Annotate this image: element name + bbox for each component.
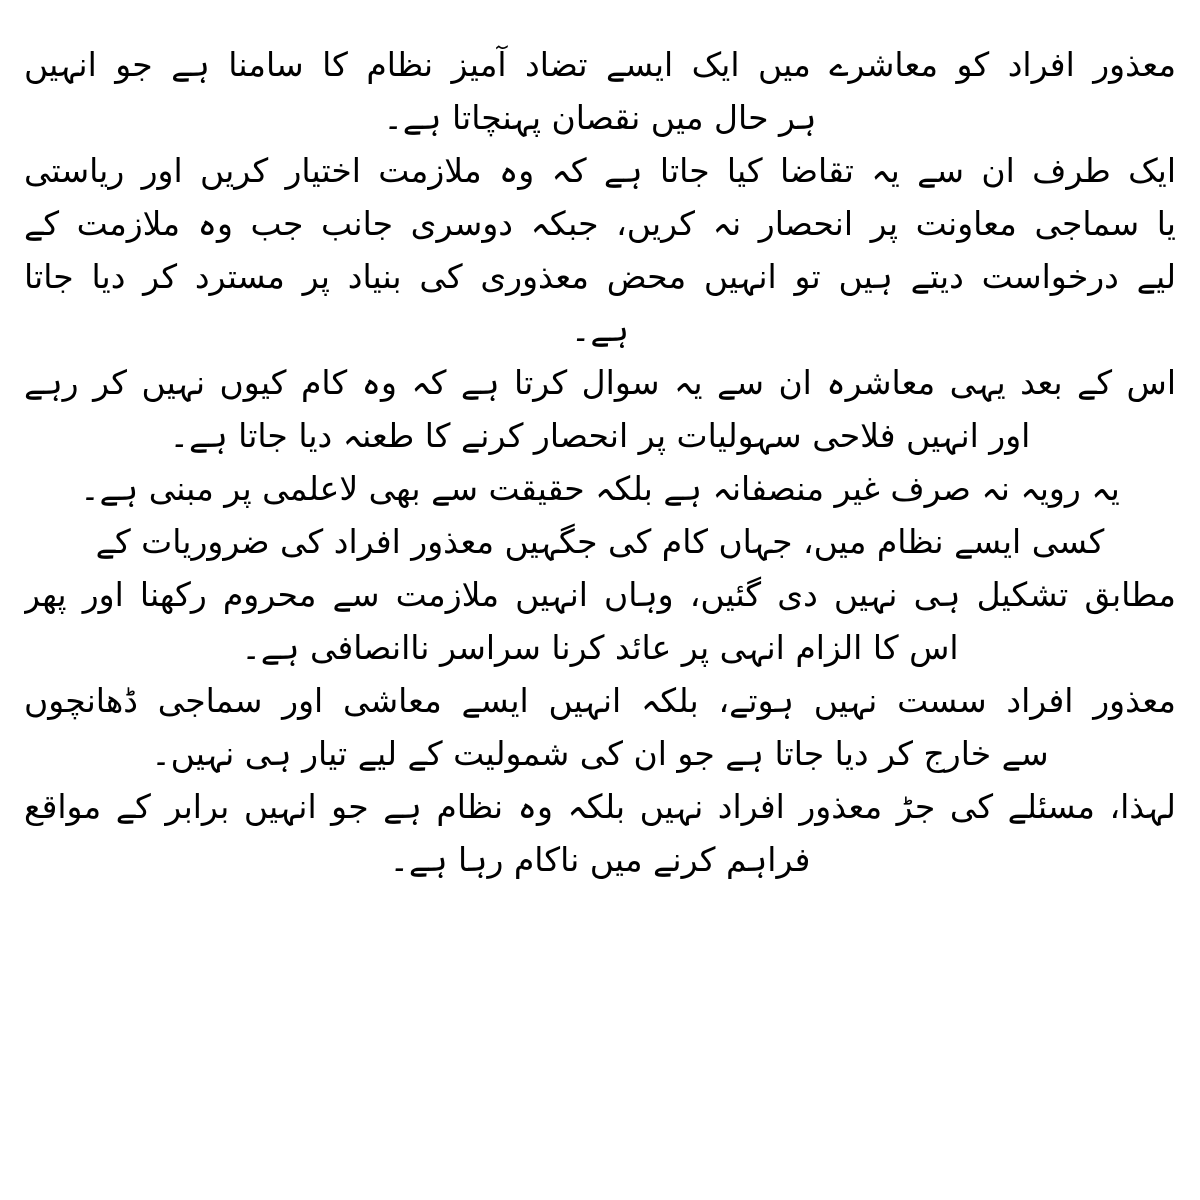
text-line: اس کے بعد یہی معاشرہ ان سے یہ سوال کرتا ہے کہ وہ کام کیوں نہیں کر رہے [24, 363, 1176, 402]
text-line: کسی ایسے نظام میں، جہاں کام کی جگہیں معذور افراد کی ضروریات کے [95, 522, 1105, 561]
text-line: سے خارج کر دیا جاتا ہے جو ان کی شمولیت کے لیے تیار ہی نہیں۔ [151, 734, 1049, 773]
text-line: ہر حال میں نقصان پہنچاتا ہے۔ [383, 98, 817, 137]
text-line: ہے۔ [570, 310, 629, 349]
text-line: معذور افراد کو معاشرے میں ایک ایسے تضاد آمیز نظام کا سامنا ہے جو انہیں [24, 45, 1176, 84]
text-line: لہذا، مسئلے کی جڑ معذور افراد نہیں بلکہ وہ نظام ہے جو انہیں برابر کے مواقع [24, 787, 1176, 826]
text-line: لیے درخواست دیتے ہیں تو انہیں محض معذوری کی بنیاد پر مسترد کر دیا جاتا [24, 257, 1176, 296]
text-line: معذور افراد سست نہیں ہوتے، بلکہ انہیں ایسے معاشی اور سماجی ڈھانچوں [24, 681, 1176, 720]
text-line: اس کا الزام انہی پر عائد کرنا سراسر ناانصافی ہے۔ [241, 628, 959, 667]
text-line: اور انہیں فلاحی سہولیات پر انحصار کرنے کا طعنہ دیا جاتا ہے۔ [169, 416, 1031, 455]
text-line: مطابق تشکیل ہی نہیں دی گئیں، وہاں انہیں ملازمت سے محروم رکھنا اور پھر [24, 575, 1176, 614]
text-line: ایک طرف ان سے یہ تقاضا کیا جاتا ہے کہ وہ ملازمت اختیار کریں اور ریاستی [24, 151, 1176, 190]
text-line: یہ رویہ نہ صرف غیر منصفانہ ہے بلکہ حقیقت سے بھی لاعلمی پر مبنی ہے۔ [80, 469, 1120, 508]
text-line: فراہم کرنے میں ناکام رہا ہے۔ [389, 840, 811, 879]
text-line: یا سماجی معاونت پر انحصار نہ کریں، جبکہ دوسری جانب جب وہ ملازمت کے [24, 204, 1176, 243]
